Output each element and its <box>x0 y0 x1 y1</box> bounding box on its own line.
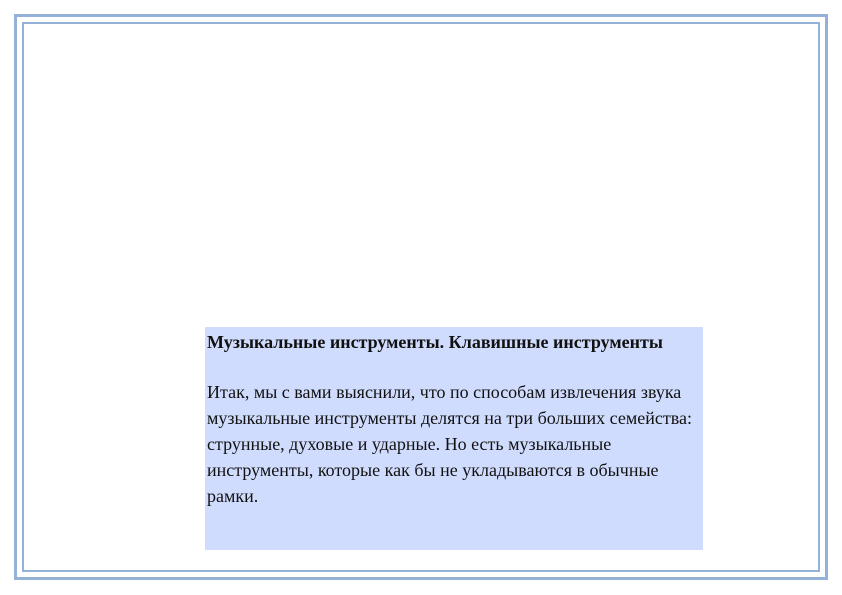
document-paragraph: Итак, мы с вами выяснили, что по способам извлечения звука музыкальные инструменты делятся на три больших семейства: струнные, духовые и ударные. Но есть музыкальные инструменты, которые как бы не укладываются в обычные рамки. <box>207 382 692 506</box>
highlighted-text-block <box>205 327 703 550</box>
document-heading: Музыкальные инструменты. Клавишные инструменты <box>207 332 663 352</box>
